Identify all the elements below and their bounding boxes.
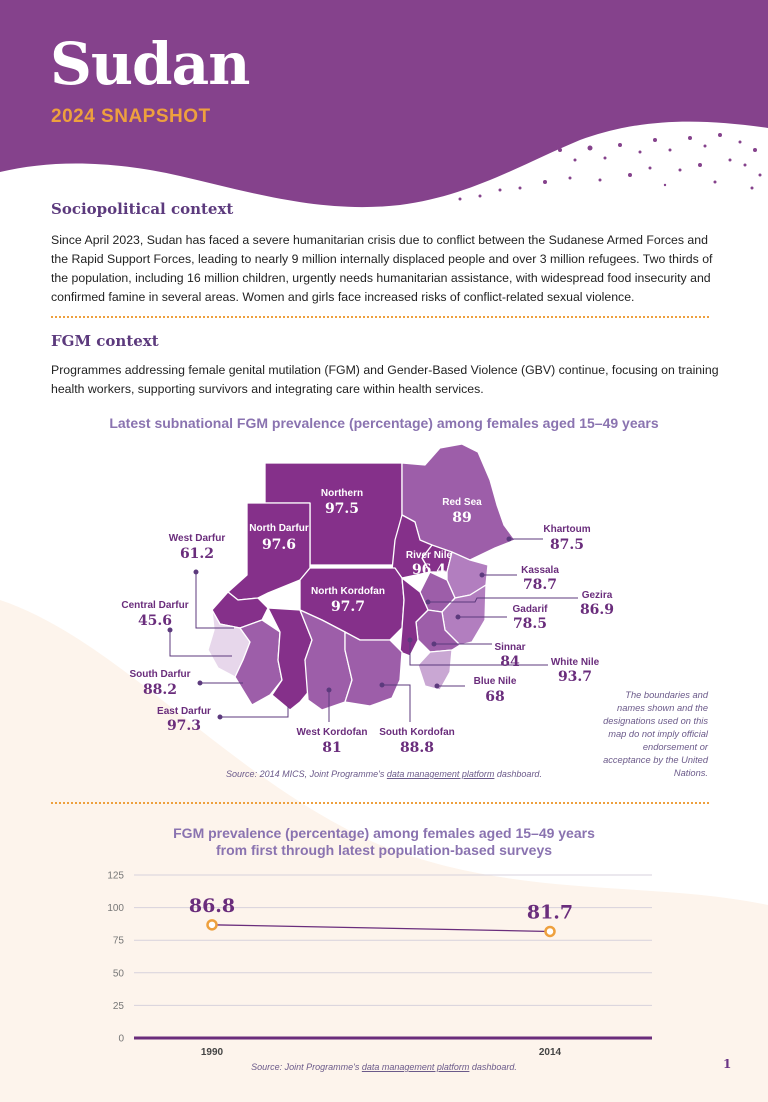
label-gezira-value: 86.9 xyxy=(579,602,615,618)
label-blue-nile-value: 68 xyxy=(485,689,505,705)
map-source-suffix: dashboard. xyxy=(494,769,542,779)
label-gadarif-value: 78.5 xyxy=(512,616,548,632)
label-north-kordofan-name: North Kordofan xyxy=(311,586,385,597)
label-khartoum-name: Khartoum xyxy=(543,524,591,535)
label-sinnar-value: 84 xyxy=(500,654,520,670)
label-river-nile-value: 96.4 xyxy=(411,562,447,578)
label-north-kordofan-value: 97.7 xyxy=(330,599,366,615)
sociopolitical-text: Since April 2023, Sudan has faced a severe humanitarian crisis due to conflict between the Sudanese Armed Forces and the Rapid Support Forces, leading to nearly 9 million internally displaced people and over 3 million refugees. Two thirds of the population, including 16 million children, urgently needs humanitarian assistance, with widespread food insecurity and confirmed famine in several areas. Women and girls face increased risks of conflict-related sexual violence. xyxy=(51,233,713,304)
chart-source xyxy=(0,1062,768,1072)
label-gadarif-name: Gadarif xyxy=(512,604,548,615)
label-east-darfur-name: East Darfur xyxy=(157,706,211,717)
label-red-sea-value: 89 xyxy=(452,510,472,526)
label-white-nile-name: White Nile xyxy=(550,657,600,668)
series-line xyxy=(212,925,550,932)
page-number: 1 xyxy=(723,1057,732,1071)
y-tick-label: 100 xyxy=(107,903,124,915)
map-title: Latest subnational FGM prevalence (percentage) among females aged 15–49 years xyxy=(109,415,659,431)
label-sinnar-name: Sinnar xyxy=(494,642,526,653)
label-west-darfur-name: West Darfur xyxy=(168,533,226,544)
label-west-kordofan-value: 81 xyxy=(322,740,342,756)
chart-source-prefix: Source: Joint Programme's xyxy=(251,1062,362,1072)
data-point xyxy=(208,920,217,929)
fgm-context-heading: FGM context xyxy=(51,332,159,350)
label-west-darfur-value: 61.2 xyxy=(179,546,215,562)
sociopolitical-heading: Sociopolitical context xyxy=(51,200,234,218)
label-south-kordofan-name: South Kordofan xyxy=(379,727,455,738)
map-source-prefix: Source: 2014 MICS, Joint Programme's xyxy=(226,769,387,779)
y-tick-label: 0 xyxy=(118,1033,124,1045)
fgm-context-text: Programmes addressing female genital mutilation (FGM) and Gender-Based Violence (GBV) continue, focusing on training health workers, supporting survivors and integrating care within health services. xyxy=(51,363,719,396)
page-title: Sudan xyxy=(50,30,250,98)
label-northern-name: Northern xyxy=(320,488,364,499)
label-north-darfur-value: 97.6 xyxy=(261,537,297,553)
page-subtitle: 2024 SNAPSHOT xyxy=(51,106,211,127)
label-red-sea-name: Red Sea xyxy=(442,497,482,508)
chart-series xyxy=(189,895,573,936)
label-northern-value: 97.5 xyxy=(324,501,360,517)
data-label: 86.8 xyxy=(188,894,236,917)
label-south-darfur-value: 88.2 xyxy=(142,682,178,698)
map-source-link[interactable]: data management platform xyxy=(386,769,495,779)
label-central-darfur-name: Central Darfur xyxy=(121,600,189,611)
chart-title-line2: from first through latest population-based surveys xyxy=(215,842,553,858)
chart-source-suffix: dashboard. xyxy=(469,1062,517,1072)
label-west-kordofan-name: West Kordofan xyxy=(296,727,368,738)
label-white-nile-value: 93.7 xyxy=(557,669,593,685)
chart-title-line1: FGM prevalence (percentage) among females aged 15–49 years xyxy=(173,825,595,841)
y-tick-label: 50 xyxy=(112,968,124,980)
label-north-darfur-name: North Darfur xyxy=(249,523,309,534)
label-kassala-value: 78.7 xyxy=(522,577,558,593)
y-tick-label: 25 xyxy=(112,1000,124,1012)
y-tick-label: 125 xyxy=(107,870,124,882)
label-central-darfur-value: 45.6 xyxy=(137,613,173,629)
label-river-nile-name: River Nile xyxy=(405,550,453,561)
map-disclaimer: The boundaries and names shown and the designations used on this map do not imply official endorsement or acceptance by the United Nations. xyxy=(603,690,708,778)
data-label: 81.7 xyxy=(526,901,574,924)
chart-source-link[interactable]: data management platform xyxy=(361,1062,470,1072)
label-gezira-name: Gezira xyxy=(581,590,613,601)
label-khartoum-value: 87.5 xyxy=(549,537,585,553)
chart-x-ticks xyxy=(201,1047,562,1058)
data-point xyxy=(546,927,555,936)
label-blue-nile-name: Blue Nile xyxy=(473,676,517,687)
label-south-darfur-name: South Darfur xyxy=(129,669,191,680)
y-tick-label: 75 xyxy=(112,935,124,947)
x-tick-label: 2014 xyxy=(538,1047,562,1058)
x-tick-label: 1990 xyxy=(200,1047,224,1058)
chart-y-ticks xyxy=(107,871,124,1045)
label-east-darfur-value: 97.3 xyxy=(166,718,202,734)
label-south-kordofan-value: 88.8 xyxy=(399,740,435,756)
label-kassala-name: Kassala xyxy=(521,565,559,576)
